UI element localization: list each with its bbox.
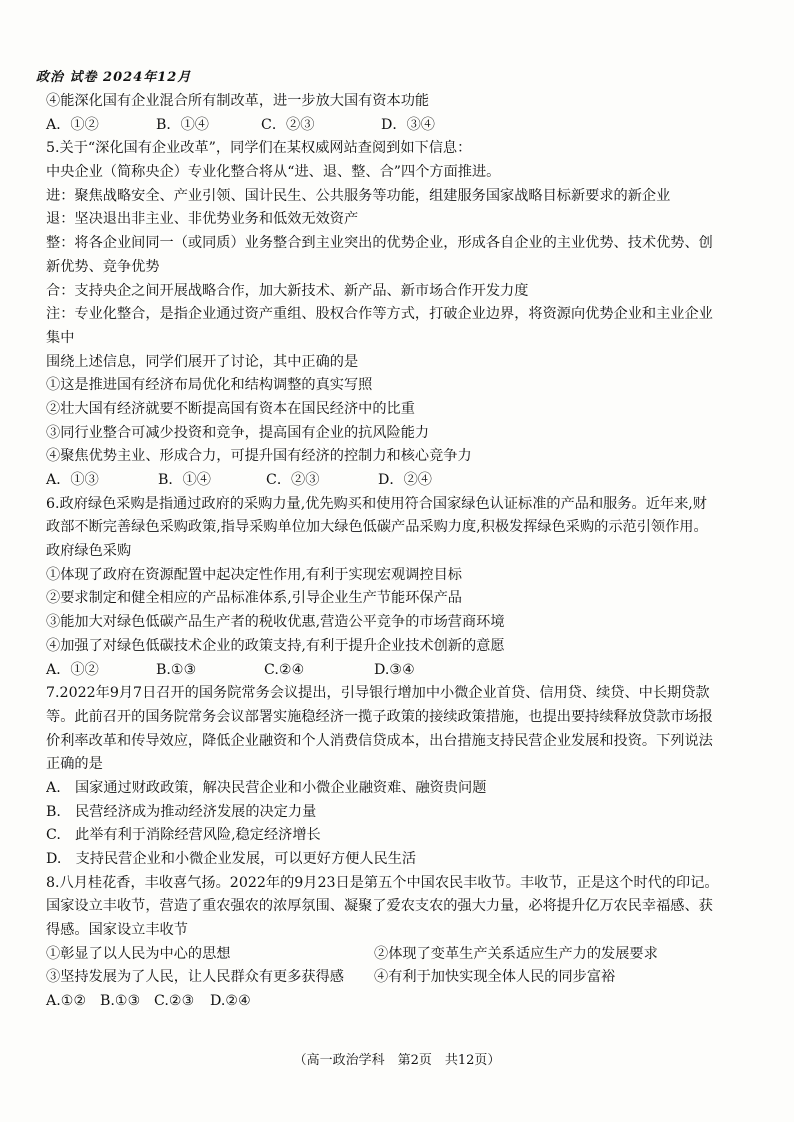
q8-item-3: ③坚持发展为了人民，让人民群众有更多获得感 (46, 969, 344, 986)
q5-line: 5.关于“深化国有企业改革”，同学们在某权威网站查阅到如下信息： (46, 140, 472, 157)
q5-line: 整：将各企业间同一（或同质）业务整合到主业突出的优势企业，形成各自企业的主业优势、技术优势、创 (46, 235, 713, 252)
q8-items-row (46, 943, 758, 967)
q5-line: 进：聚焦战略安全、产业引领、国计民生、公共服务等功能，组建服务国家战略目标新要求的新企业 (46, 187, 671, 204)
q4-options (46, 114, 758, 138)
q5-line: ④聚焦优势主业、形成合力，可提升国有经济的控制力和核心竞争力 (46, 448, 472, 465)
q7-line: 等。此前召开的国务院常务会议部署实施稳经济一揽子政策的接续政策措施，也提出要持续释放贷款市场报 (46, 708, 713, 725)
q7-option-d: D. 支持民营企业和小微企业发展，可以更好方便人民生活 (46, 851, 417, 867)
q6-option-d: D.③④ (374, 661, 415, 678)
q5-line: 注：专业化整合，是指企业通过资产重组、股权合作等方式，打破企业边界，将资源向优势企业和主业企业 (46, 306, 713, 323)
q8-item-2: ②体现了变革生产关系适应生产力的发展要求 (374, 945, 658, 962)
q8-option-a: A.①② (46, 993, 87, 1010)
question-content (46, 90, 758, 1014)
q5-line: 中央企业（简称央企）专业化整合将从“进、退、整、合”四个方面推进。 (46, 164, 501, 181)
q7-line: 价利率改革和传导效应，降低企业融资和个人消费信贷成本，出台措施支持民营企业发展和投资。下列说法 (46, 732, 713, 749)
q4-option-c: C．②③ (261, 116, 315, 133)
q5-line: 新优势、竞争优势 (46, 258, 160, 275)
q6-options (46, 659, 758, 683)
q8-line: 8.八月桂花香，丰收喜气扬。2022年的9月23日是第五个中国农民丰收节。丰收节，正是这个时代的印记。 (46, 874, 719, 891)
q5-line: 围绕上述信息，同学们展开了讨论，其中正确的是 (46, 353, 359, 370)
q6-line: ④加强了对绿色低碳技术企业的政策支持,有利于提升企业技术创新的意愿 (46, 637, 505, 654)
q5-line: 合：支持央企之间开展战略合作，加大新技术、新产品、新市场合作开发力度 (46, 282, 529, 299)
q5-option-a: A．①③ (46, 472, 99, 488)
q6-option-c: C.②④ (264, 661, 305, 678)
q8-line: 得感。国家设立丰收节 (46, 922, 188, 939)
q5-option-b: B．①④ (158, 472, 211, 488)
q5-line: ②壮大国有经济就要不断提高国有资本在国民经济中的比重 (46, 400, 415, 417)
q8-options (46, 990, 758, 1014)
q6-option-b: B.①③ (156, 661, 197, 678)
q8-line: 国家设立丰收节，营造了重农强农的浓厚氛围、凝聚了爱农支农的强大力量，必将提升亿万农民幸福感、获 (46, 898, 713, 915)
q4-option-d: D．③④ (381, 116, 435, 133)
q8-item-4: ④有利于加快实现全体人民的同步富裕 (374, 969, 616, 986)
q6-line: ①体现了政府在资源配置中起决定性作用,有利于实现宏观调控目标 (46, 566, 462, 583)
page-footer: （高一政治学科 第2页 共12页） (293, 1053, 501, 1068)
q8-option-c: C.②③ (154, 993, 195, 1010)
q6-line: 6.政府绿色采购是指通过政府的采购力量,优先购买和使用符合国家绿色认证标准的产品和服务。近年来,财 (46, 495, 707, 512)
q5-line: ①这是推进国有经济布局优化和结构调整的真实写照 (46, 377, 373, 394)
q4-option-b: B．①④ (156, 116, 209, 133)
q7-option-b: B. 民营经济成为推动经济发展的决定力量 (46, 803, 317, 820)
q4-item-4: ④能深化国有企业混合所有制改革，进一步放大国有资本功能 (46, 93, 430, 109)
q4-option-a: A．①② (46, 116, 99, 133)
q6-line: 政部不断完善绿色采购政策,指导采购单位加大绿色低碳产品采购力度,积极发挥绿色采购的示范引领作用。 (46, 519, 708, 536)
q8-items-row (46, 966, 758, 990)
q6-line: 政府绿色采购 (46, 543, 132, 560)
q6-option-a: A．①② (46, 661, 99, 678)
q5-line: 集中 (46, 329, 75, 346)
page-header: 政治 试卷 2024年12月 (36, 70, 192, 85)
q5-option-d: D．②④ (378, 472, 432, 488)
q8-option-b: B.①③ (100, 993, 141, 1010)
q7-line: 7.2022年9月7日召开的国务院常务会议提出，引导银行增加中小微企业首贷、信用贷、续贷、中长期贷款 (46, 685, 710, 702)
q5-line: ③同行业整合可减少投资和竞争，提高国有企业的抗风险能力 (46, 424, 430, 441)
q6-line: ③能加大对绿色低碳产品生产者的税收优惠,营造公平竞争的市场营商环境 (46, 614, 505, 631)
q6-line: ②要求制定和健全相应的产品标准体系,引导企业生产节能环保产品 (46, 590, 462, 607)
q5-line: 退：坚决退出非主业、非优势业务和低效无效资产 (46, 211, 359, 228)
q8-item-1: ①彰显了以人民为中心的思想 (46, 945, 231, 962)
q7-option-c: C. 此举有利于消除经营风险,稳定经济增长 (46, 827, 321, 844)
q7-line: 正确的是 (46, 756, 103, 773)
q8-option-d: D.②④ (210, 993, 251, 1010)
q5-option-c: C．②③ (266, 472, 320, 488)
q5-options (46, 469, 758, 493)
q7-option-a: A. 国家通过财政政策，解决民营企业和小微企业融资难、融资贵问题 (46, 779, 487, 796)
